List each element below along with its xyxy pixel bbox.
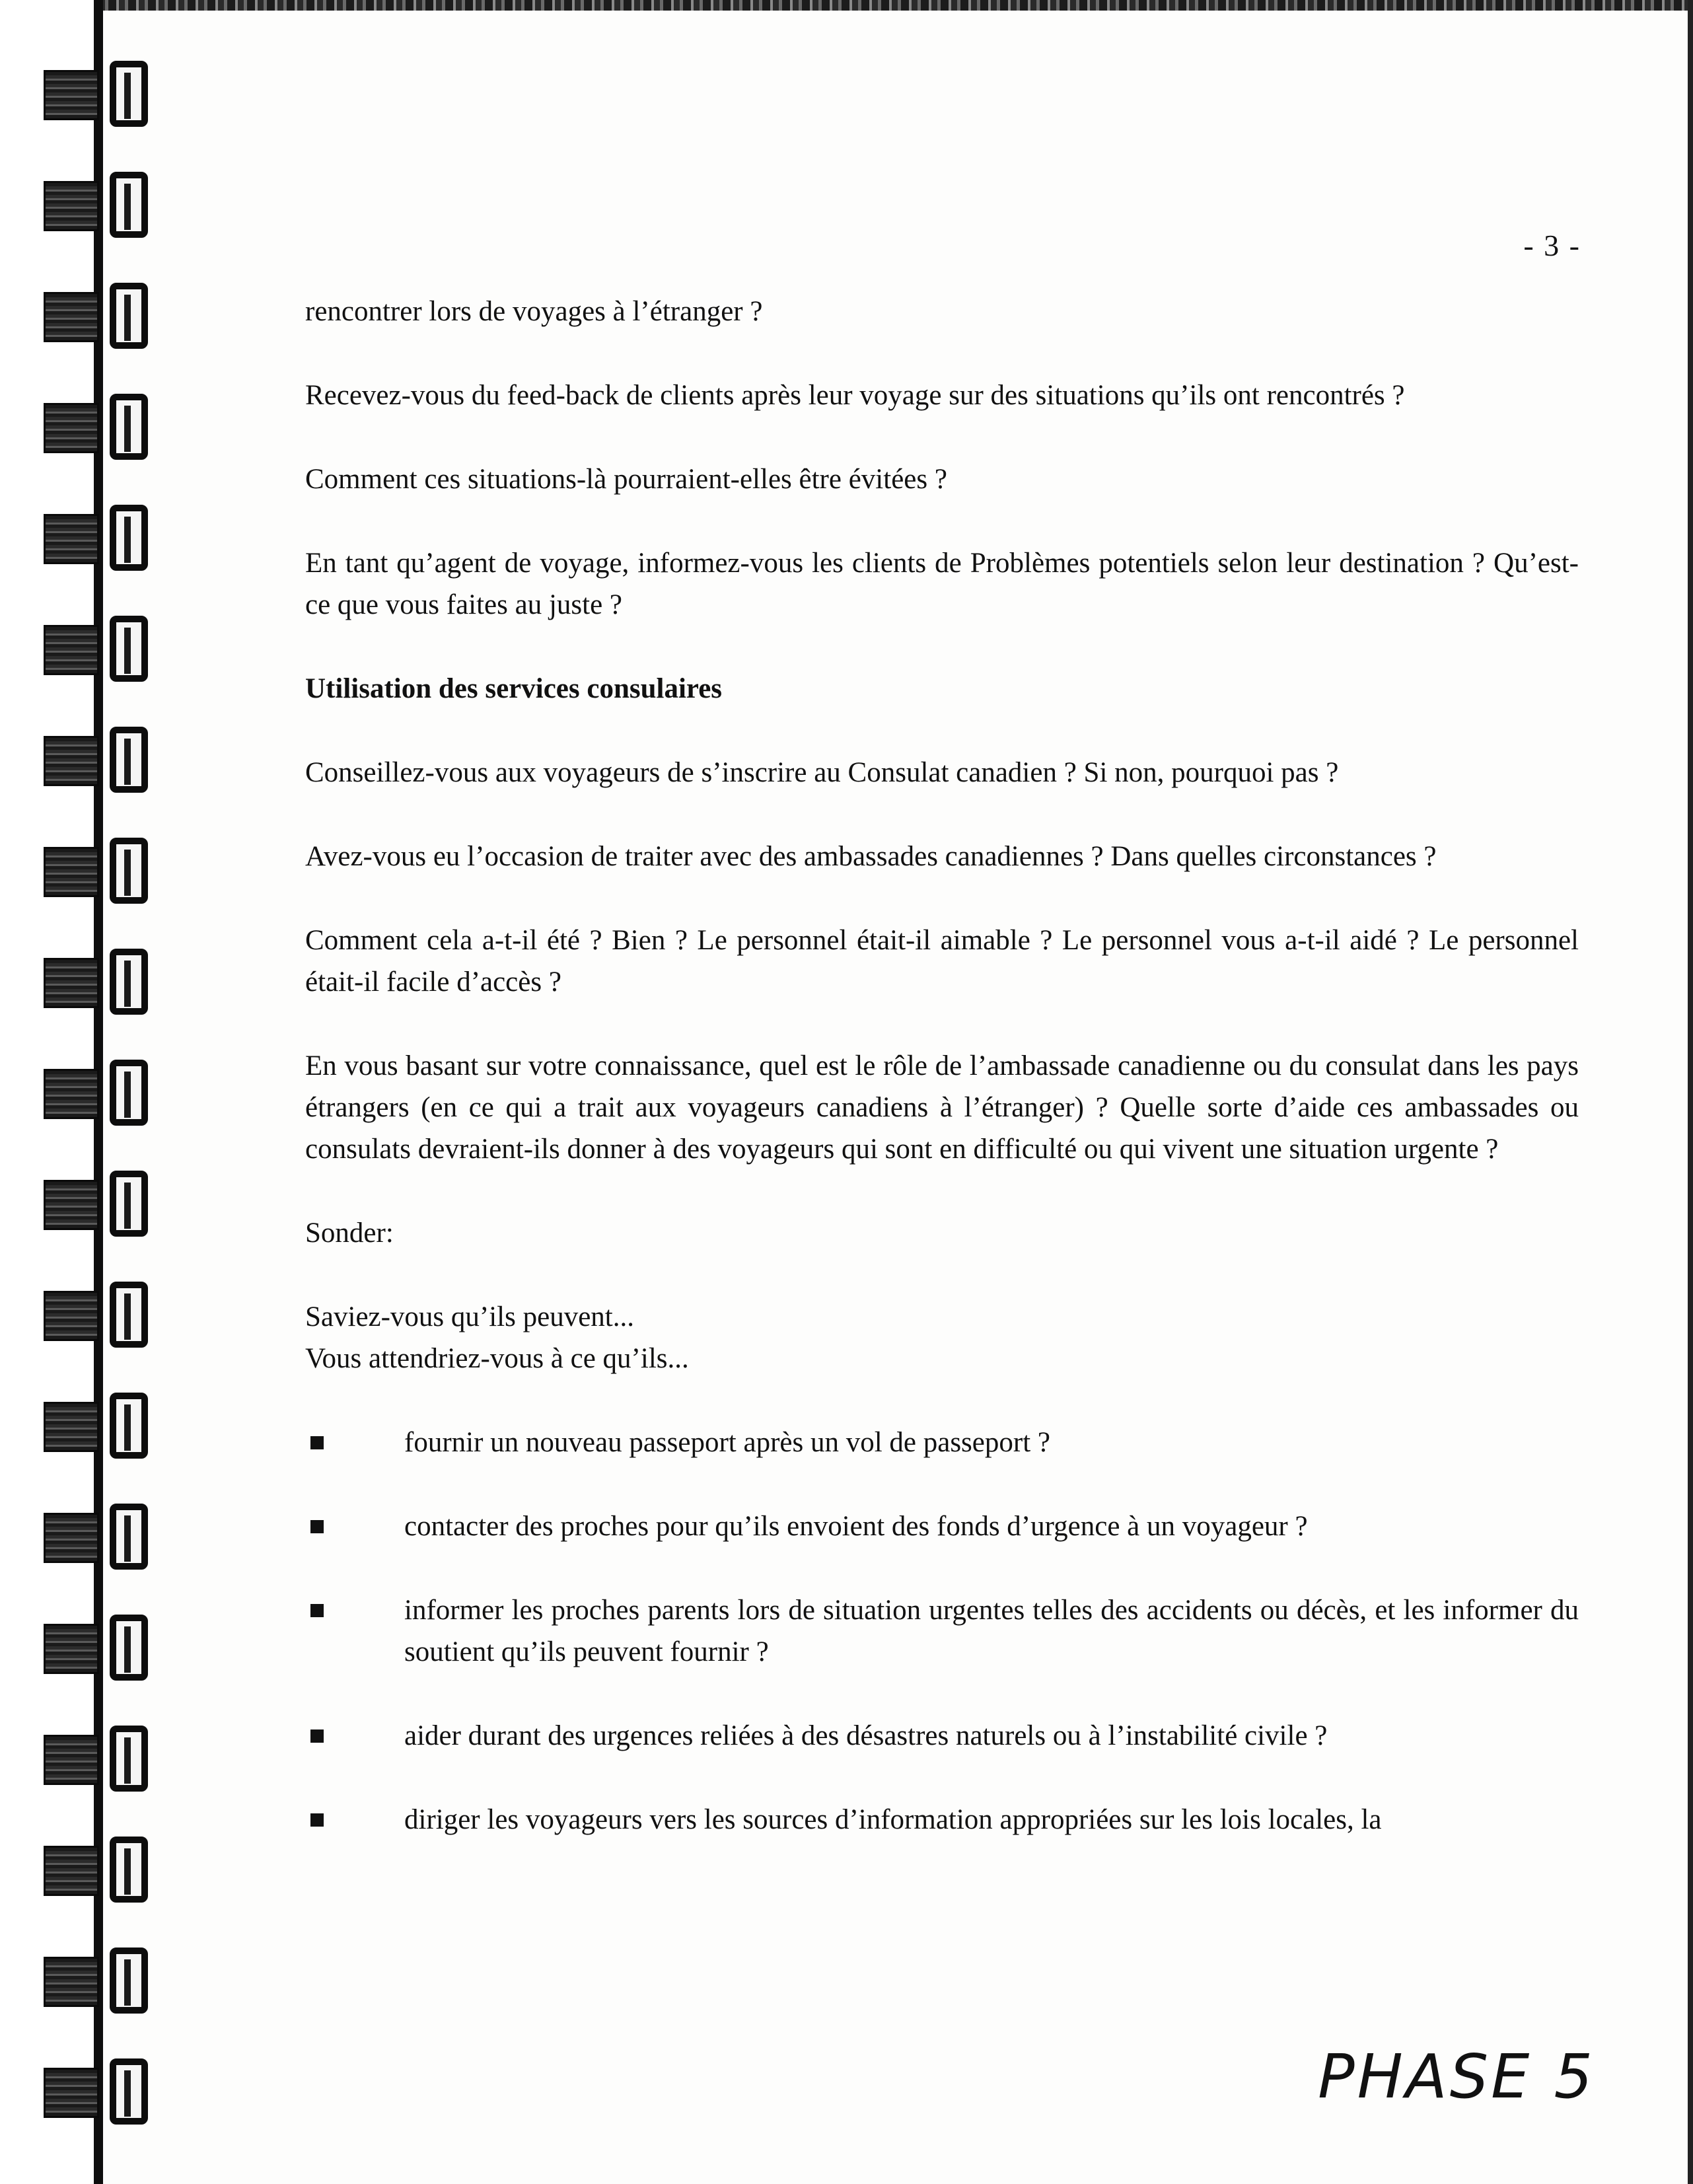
binding-coil [44, 505, 156, 573]
list-item [305, 1799, 1579, 1840]
coil-block [44, 1624, 99, 1674]
coil-ring [110, 1504, 148, 1570]
bullet-text: diriger les voyageurs vers les sources d’information appropriées sur les lois locales, la [404, 1804, 1382, 1835]
binding-coil [44, 1282, 156, 1350]
probe-line-2: Vous attendriez-vous à ce qu’ils... [305, 1343, 689, 1374]
paragraph-experience-quality: Comment cela a-t-il été ? Bien ? Le personnel était-il aimable ? Le personnel vous a-t-il aidé ? Le personnel était-il facile d’accès ? [305, 925, 1579, 998]
coil-ring [110, 949, 148, 1015]
coil-ring [110, 61, 148, 127]
coil-block [44, 1180, 99, 1230]
section-heading: Utilisation des services consulaires [305, 673, 723, 704]
paragraph-embassy-role: En vous basant sur votre connaissance, quel est le rôle de l’ambassade canadienne ou du consulat dans les pays étrangers (en ce qui a trait aux voyageurs canadiens à l’étranger) ? Quelle sorte d’aide ces ambassades ou consulats devraient-ils donner à des voyageurs qui sont en difficulté ou qui vivent une situation urgente ? [305, 1050, 1579, 1165]
list-item [305, 1589, 1579, 1673]
coil-ring [110, 283, 148, 349]
list-item [305, 1715, 1579, 1757]
coil-ring [110, 1837, 148, 1903]
binding-coil [44, 1060, 156, 1128]
binding-coil [44, 172, 156, 240]
coil-ring [110, 727, 148, 793]
binding-coil [44, 949, 156, 1017]
coil-block [44, 1957, 99, 2007]
coil-ring [110, 1171, 148, 1237]
list-item [305, 1506, 1579, 1547]
binding-coil [44, 283, 156, 351]
binding-coil [44, 1393, 156, 1461]
binding-coil [44, 616, 156, 684]
coil-block [44, 1846, 99, 1896]
bullet-text: contacter des proches pour qu’ils envoient des fonds d’urgence à un voyageur ? [404, 1511, 1308, 1542]
paragraph-consulate-registration: Conseillez-vous aux voyageurs de s’inscrire au Consulat canadien ? Si non, pourquoi pas ? [305, 757, 1339, 788]
binding-coil [44, 1171, 156, 1239]
document-body [305, 291, 1579, 1883]
bullet-text: aider durant des urgences reliées à des désastres naturels ou à l’instabilité civile ? [404, 1720, 1328, 1751]
coil-block [44, 958, 99, 1008]
square-bullet-icon [310, 1729, 324, 1743]
coil-ring [110, 1282, 148, 1348]
coil-ring [110, 1615, 148, 1681]
binding-coil [44, 727, 156, 795]
square-bullet-icon [310, 1436, 324, 1449]
binding-coil [44, 1504, 156, 1572]
coil-ring [110, 394, 148, 460]
coil-ring [110, 505, 148, 571]
probe-line-1: Saviez-vous qu’ils peuvent... [305, 1301, 634, 1332]
coil-ring [110, 838, 148, 904]
coil-ring [110, 2058, 148, 2125]
coil-block [44, 1291, 99, 1341]
phase-label: PHASE 5 [1318, 2041, 1595, 2112]
coil-ring [110, 1947, 148, 2014]
coil-block [44, 1513, 99, 1563]
paragraph-continuation: rencontrer lors de voyages à l’étranger ? [305, 296, 763, 327]
binding-coil [44, 838, 156, 906]
coil-block [44, 403, 99, 453]
binding-coil [44, 1726, 156, 1794]
probe-label: Sonder: [305, 1218, 394, 1249]
coil-ring [110, 1393, 148, 1459]
binding-coil [44, 1837, 156, 1905]
paragraph-avoid-question: Comment ces situations-là pourraient-elles être évitées ? [305, 464, 947, 495]
square-bullet-icon [310, 1604, 324, 1617]
bullet-text: fournir un nouveau passeport après un vol de passeport ? [404, 1427, 1050, 1458]
probe-bullet-list [305, 1422, 1579, 1840]
coil-ring [110, 172, 148, 238]
coil-block [44, 514, 99, 564]
list-item [305, 1422, 1579, 1463]
paragraph-feedback-question: Recevez-vous du feed-back de clients après leur voyage sur des situations qu’ils ont rencontrés ? [305, 380, 1405, 411]
coil-block [44, 2068, 99, 2118]
coil-block [44, 1402, 99, 1452]
bullet-text: informer les proches parents lors de situation urgentes telles des accidents ou décès, et les informer du soutient qu’ils peuvent fournir ? [404, 1595, 1579, 1667]
coil-ring [110, 1060, 148, 1126]
scan-right-edge [1688, 0, 1693, 2184]
coil-block [44, 1069, 99, 1119]
coil-block [44, 736, 99, 786]
coil-block [44, 292, 99, 342]
binding-coil [44, 1615, 156, 1683]
coil-block [44, 1735, 99, 1785]
coil-block [44, 70, 99, 120]
scan-top-edge [99, 0, 1693, 11]
page-number: - 3 - [1523, 229, 1581, 262]
paragraph-embassy-dealings: Avez-vous eu l’occasion de traiter avec des ambassades canadiennes ? Dans quelles circonstances ? [305, 841, 1437, 872]
binding-coil [44, 61, 156, 129]
probe-lines [305, 1296, 1579, 1379]
binding-coil [44, 2058, 156, 2127]
square-bullet-icon [310, 1520, 324, 1533]
coil-ring [110, 1726, 148, 1792]
coil-block [44, 625, 99, 675]
coil-block [44, 181, 99, 231]
paragraph-agent-question: En tant qu’agent de voyage, informez-vous les clients de Problèmes potentiels selon leur destination ? Qu’est-ce que vous faites au juste ? [305, 548, 1579, 620]
binding-coil [44, 394, 156, 462]
coil-ring [110, 616, 148, 682]
binding-coil [44, 1947, 156, 2016]
coil-block [44, 847, 99, 897]
square-bullet-icon [310, 1813, 324, 1827]
